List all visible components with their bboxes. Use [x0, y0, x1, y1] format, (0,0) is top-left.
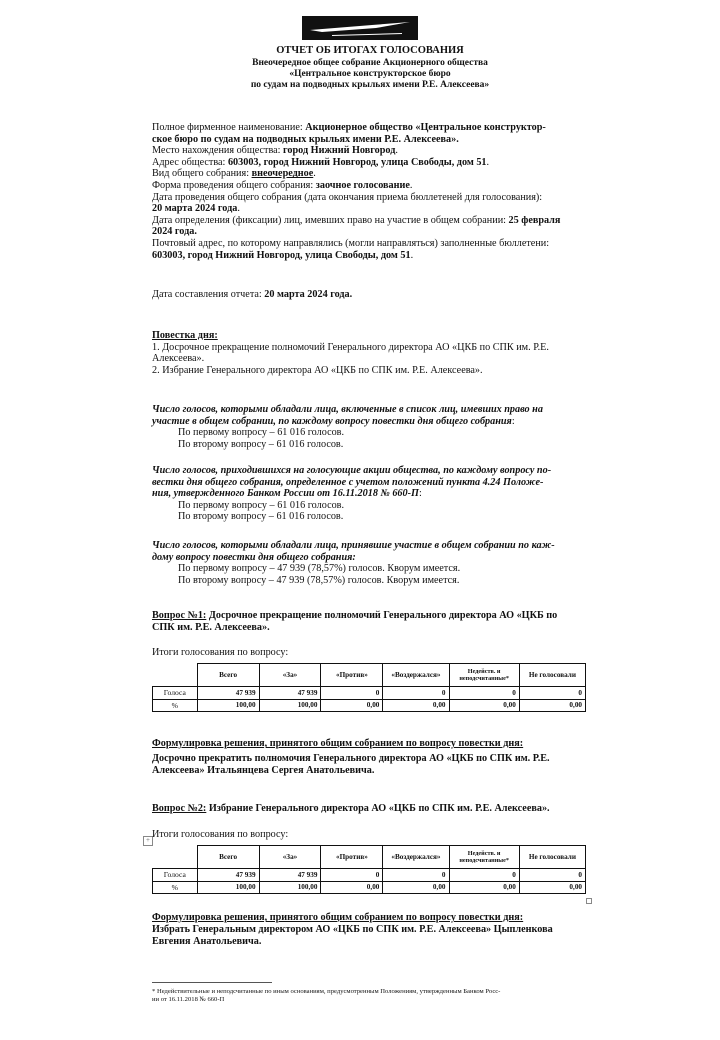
row-label-percent: % [153, 881, 198, 894]
footnote [152, 988, 592, 1004]
column-header-abstain: «Воздержался» [383, 664, 449, 687]
votes-shares-heading-cont: вестки дня общего собрания, определенное с учетом положений пункта 4.24 Положе- [152, 476, 544, 488]
meeting-kind-label: Вид общего собрания: [152, 168, 252, 180]
cell-invalid: 0,00 [449, 881, 519, 894]
column-header-for: «За» [259, 664, 321, 687]
cell-against: 0 [321, 687, 383, 700]
row-label-votes: Голоса [153, 869, 198, 882]
table-move-handle-icon[interactable]: + [143, 836, 153, 846]
table-corner-cell [153, 846, 198, 869]
column-header-against: «Против» [321, 846, 383, 869]
column-header-invalid: Недейств. и неподсчитанные* [449, 846, 519, 869]
meeting-date-label: Дата проведения общего собрания (дата окончания приема бюллетеней для голосования): [152, 191, 543, 203]
report-title: ОТЧЕТ ОБ ИТОГАХ ГОЛОСОВАНИЯ [276, 45, 464, 56]
cell-for: 100,00 [259, 699, 321, 712]
table-row [153, 699, 586, 712]
mail-address-label: Почтовый адрес, по которому направлялись (могли направляться) заполненные бюллетени: [152, 237, 550, 249]
cell-against: 0,00 [321, 881, 383, 894]
question-1-label: Вопрос №1: [152, 610, 207, 621]
address-label: Адрес общества: [152, 156, 228, 168]
cell-total: 47 939 [197, 687, 259, 700]
votes-participated-q2: По второму вопросу – 47 939 (78,57%) голосов. Кворум имеется. [178, 574, 460, 586]
footnote-line-2: ии от 16.11.2018 № 660-П [152, 996, 225, 1003]
column-header-abstain: «Воздержался» [383, 846, 449, 869]
row-label-votes: Голоса [153, 687, 198, 700]
company-name-line1: «Центральное конструкторское бюро [289, 69, 451, 79]
table-row [153, 687, 586, 700]
report-date [152, 289, 592, 301]
table-row [153, 869, 586, 882]
cell-against: 0,00 [321, 699, 383, 712]
question-1-title: Досрочное прекращение полномочий Генерального директора АО «ЦКБ по [206, 610, 558, 621]
table-corner-cell [153, 664, 198, 687]
question-1-decision-heading: Формулировка решения, принятого общим собранием по вопросу повестки дня: [152, 738, 524, 749]
cell-not-voted: 0,00 [519, 699, 585, 712]
question-1-title-cont: СПК им. Р.Е. Алексеева». [152, 622, 270, 633]
column-header-total: Всего [197, 664, 259, 687]
name-value-cont: ское бюро по судам на подводных крыльях имени Р.Е. Алексеева». [152, 133, 459, 145]
meeting-form-label: Форма проведения общего собрания: [152, 179, 316, 191]
footnote-line-1: * Недействительные и неподсчитанные по иным основаниям, предусмотренным Положениям, утвержденным Банком Росс- [152, 988, 501, 995]
fixation-date-value-cont: 2024 года. [152, 226, 197, 238]
votes-participated-block [152, 540, 592, 586]
question-1-decision [152, 738, 592, 777]
cell-for: 47 939 [259, 869, 321, 882]
votes-shares-q1: По первому вопросу – 61 016 голосов. [178, 499, 345, 511]
votes-total-q1: По первому вопросу – 61 016 голосов. [178, 427, 345, 439]
cell-abstain: 0 [383, 687, 449, 700]
meeting-kind-value: внеочередное [251, 168, 314, 180]
cell-abstain: 0,00 [383, 881, 449, 894]
location-value: город Нижний Новгород [283, 145, 396, 157]
question-2-title: Избрание Генерального директора АО «ЦКБ по СПК им. Р.Е. Алексеева». [206, 803, 550, 814]
cell-total: 100,00 [197, 699, 259, 712]
question-1-heading [152, 610, 592, 634]
question-2-decision-text-cont: Евгения Анатольевича. [152, 936, 262, 947]
question-1-decision-text-cont: Алексеева» Итальянцева Сергея Анатольевича. [152, 765, 375, 776]
votes-shares-heading-cont2: ния, утвержденного Банком России от 16.11.2018 № 660-П [152, 488, 419, 500]
votes-participated-heading: Число голосов, которыми обладали лица, принявшие участие в общем собрании по каж- [152, 540, 555, 551]
cell-for: 47 939 [259, 687, 321, 700]
votes-shares-heading: Число голосов, приходившихся на голосующие акции общества, по каждому вопросу по- [152, 465, 552, 476]
company-name-line2: по судам на подводных крыльях имени Р.Е. Алексеева» [250, 80, 490, 90]
cell-against: 0 [321, 869, 383, 882]
table-header-row [153, 664, 586, 687]
name-value: Акционерное общество «Центральное конструктор- [305, 122, 546, 133]
name-label: Полное фирменное наименование: [152, 122, 306, 133]
column-header-for: «За» [259, 846, 321, 869]
cell-invalid: 0 [449, 869, 519, 882]
meeting-date-value: 20 марта 2024 года [152, 203, 238, 215]
cell-abstain: 0,00 [383, 699, 449, 712]
cell-abstain: 0 [383, 869, 449, 882]
meeting-form-value: заочное голосование [315, 179, 410, 191]
agenda-item-1-cont: Алексеева». [152, 353, 205, 365]
question-2-results-table [152, 845, 586, 894]
cell-invalid: 0,00 [449, 699, 519, 712]
mail-address-value: 603003, город Нижний Новгород, улица Свободы, дом 51 [152, 249, 411, 261]
footnote-separator [152, 982, 272, 983]
fixation-date-label: Дата определения (фиксации) лиц, имевших право на участие в общем собрании: [152, 214, 509, 226]
question-2-label: Вопрос №2: [152, 803, 207, 814]
question-2-results-label: Итоги голосования по вопросу: [152, 829, 289, 840]
votes-shares-q2: По второму вопросу – 61 016 голосов. [178, 511, 344, 523]
table-row [153, 881, 586, 894]
agenda-item-1: 1. Досрочное прекращение полномочий Генерального директора АО «ЦКБ по СПК им. Р.Е. [152, 341, 549, 353]
votes-total-heading: Число голосов, которыми обладали лица, включенные в список лиц, имевших право на [152, 404, 543, 415]
meeting-type-line: Внеочередное общее собрание Акционерного общества [252, 58, 488, 68]
cell-not-voted: 0 [519, 687, 585, 700]
agenda-heading: Повестка дня: [152, 330, 218, 341]
cell-total: 47 939 [197, 869, 259, 882]
votes-participated-q1: По первому вопросу – 47 939 (78,57%) голосов. Кворум имеется. [178, 563, 461, 575]
table-resize-handle[interactable] [586, 898, 592, 904]
question-1-results-label: Итоги голосования по вопросу: [152, 647, 289, 658]
cell-not-voted: 0 [519, 869, 585, 882]
votes-total-heading-cont: участие в общем собрании, по каждому вопросу повестки дня общего собрания [152, 415, 512, 427]
votes-total-block: Число голосов, которыми обладали лица, включенные в список лиц, имевших право на участие в общем собрании, по каждому вопросу повестки дня общего собрания: По первому вопросу – 61 016 голосов. По второму вопросу – 61 016 голосов. [152, 404, 592, 450]
company-info-block: Полное фирменное наименование: Акционерное общество «Центральное конструктор- ское бюро по судам на подводных крыльях имени Р.Е. Алексеева». Место нахождения общества: город Нижний Новгород. Адрес общества: 603003, город Нижний Новгород, улица Свободы, дом 51. Вид общего собрания: внеочередное. Форма проведения общего собрания: заочное голосование. Дата проведения общего собрания (дата окончания приема бюллетеней для голосования): 20 марта 2024 года. Дата определения (фиксации) лиц, имевших право на участие в общем собрании: 25 февраля 2024 года. Почтовый адрес, по которому направлялись (могли направляться) заполненные бюллетени: 603003, город Нижний Новгород, улица Свободы, дом 51. [152, 122, 592, 261]
column-header-not-voted: Не голосовали [519, 846, 585, 869]
column-header-total: Всего [197, 846, 259, 869]
question-1-decision-text: Досрочно прекратить полномочия Генерального директора АО «ЦКБ по СПК им. Р.Е. [152, 753, 550, 764]
question-2-decision-text: Избрать Генеральным директором АО «ЦКБ по СПК им. Р.Е. Алексеева» Цыпленкова [152, 924, 553, 935]
row-label-percent: % [153, 699, 198, 712]
question-2-decision-heading: Формулировка решения, принятого общим собранием по вопросу повестки дня: [152, 912, 524, 923]
column-header-not-voted: Не голосовали [519, 664, 585, 687]
report-date-label: Дата составления отчета: [152, 289, 265, 300]
table-header-row [153, 846, 586, 869]
question-2-heading [152, 803, 592, 815]
location-label: Место нахождения общества: [152, 145, 284, 157]
column-header-against: «Против» [321, 664, 383, 687]
agenda-item-2: 2. Избрание Генерального директора АО «ЦКБ по СПК им. Р.Е. Алексеева». [152, 364, 483, 376]
question-1-results-table [152, 663, 586, 712]
report-date-value: 20 марта 2024 года. [264, 289, 353, 300]
cell-not-voted: 0,00 [519, 881, 585, 894]
cell-total: 100,00 [197, 881, 259, 894]
column-header-invalid: Недейств. и неподсчитанные* [449, 664, 519, 687]
address-value: 603003, город Нижний Новгород, улица Свободы, дом 51 [227, 156, 487, 168]
agenda-block [152, 330, 592, 376]
fixation-date-value: 25 февраля [508, 214, 561, 226]
votes-total-q2: По второму вопросу – 61 016 голосов. [178, 438, 344, 450]
company-logo [302, 16, 418, 40]
votes-participated-heading-cont: дому вопросу повестки дня общего собрания: [152, 551, 356, 563]
question-2-decision [152, 912, 592, 948]
cell-for: 100,00 [259, 881, 321, 894]
votes-shares-block: Число голосов, приходившихся на голосующие акции общества, по каждому вопросу по- вестки дня общего собрания, определенное с учетом положений пункта 4.24 Положе- ния, утвержденного Банком России от 16.11.2018 № 660-П: По первому вопросу – 61 016 голосов. По второму вопросу – 61 016 голосов. [152, 465, 592, 523]
cell-invalid: 0 [449, 687, 519, 700]
